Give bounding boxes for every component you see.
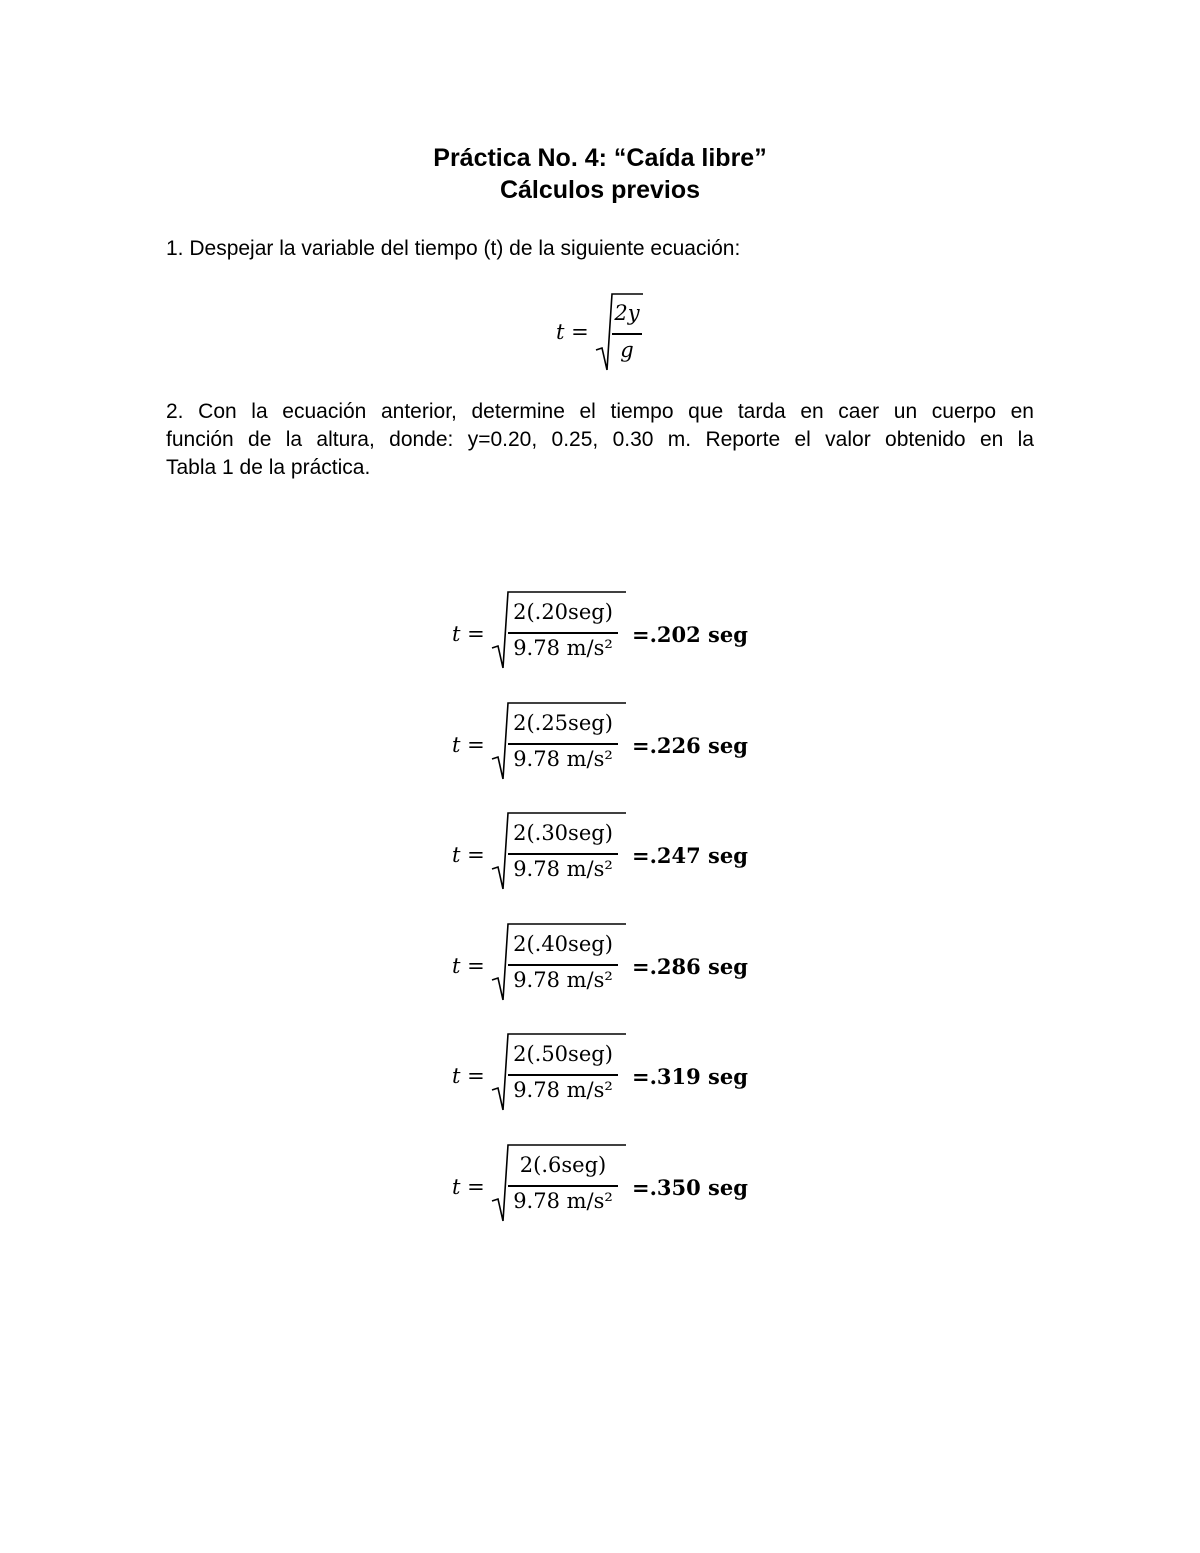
calc-fraction-bar <box>508 1074 618 1076</box>
calc-result: =.247 seg <box>632 843 748 868</box>
calc-denominator: 9.78 m/s² <box>513 1078 613 1102</box>
calc-numerator: 2(.40seg) <box>513 931 613 956</box>
calc-lhs: t = <box>452 1064 485 1088</box>
document-title: Práctica No. 4: “Caída libre” <box>433 144 767 172</box>
question-2-line-1: 2. Con la ecuación anterior, determine el tiempo que tarda en caer un cuerpo en <box>166 400 1034 423</box>
calc-result: =.319 seg <box>632 1064 748 1089</box>
calc-denominator: 9.78 m/s² <box>513 857 613 881</box>
question-1: 1. Despejar la variable del tiempo (t) de la siguiente ecuación: <box>166 237 741 260</box>
calc-denominator: 9.78 m/s² <box>513 1188 613 1213</box>
calc-lhs: t = <box>452 1174 485 1199</box>
calc-lhs: t = <box>452 953 485 978</box>
calc-numerator: 2(.50seg) <box>513 1042 613 1066</box>
document-subtitle: Cálculos previos <box>499 176 701 204</box>
calc-numerator: 2(.6seg) <box>519 1152 607 1177</box>
calc-fraction-bar <box>508 964 618 966</box>
formula-numerator: 2y <box>614 301 640 325</box>
formula-denominator: g <box>620 338 634 362</box>
calc-fraction-bar <box>508 743 618 745</box>
calc-numerator: 2(.25seg) <box>513 710 613 735</box>
calc-result: =.350 seg <box>632 1174 748 1200</box>
calc-denominator: 9.78 m/s² <box>513 967 613 992</box>
calc-fraction-bar <box>508 1185 618 1187</box>
question-2-line-3: Tabla 1 de la práctica. <box>166 456 371 479</box>
formula-fraction-bar <box>612 333 642 335</box>
calc-numerator: 2(.20seg) <box>513 600 613 624</box>
calc-denominator: 9.78 m/s² <box>513 746 613 771</box>
calc-result: =.202 seg <box>632 622 748 647</box>
calc-result: =.286 seg <box>632 953 748 979</box>
calc-fraction-bar <box>508 632 618 634</box>
calc-result: =.226 seg <box>632 732 748 758</box>
calc-lhs: t = <box>452 622 485 646</box>
calc-denominator: 9.78 m/s² <box>513 636 613 660</box>
calc-numerator: 2(.30seg) <box>513 821 613 845</box>
question-2 <box>166 398 1034 482</box>
formula-lhs: t = <box>556 320 589 344</box>
calc-fraction-bar <box>508 853 618 855</box>
calc-lhs: t = <box>452 843 485 867</box>
calc-lhs: t = <box>452 732 485 757</box>
question-2-line-2: función de la altura, donde: y=0.20, 0.25, 0.30 m. Reporte el valor obtenido en la <box>166 428 1034 451</box>
